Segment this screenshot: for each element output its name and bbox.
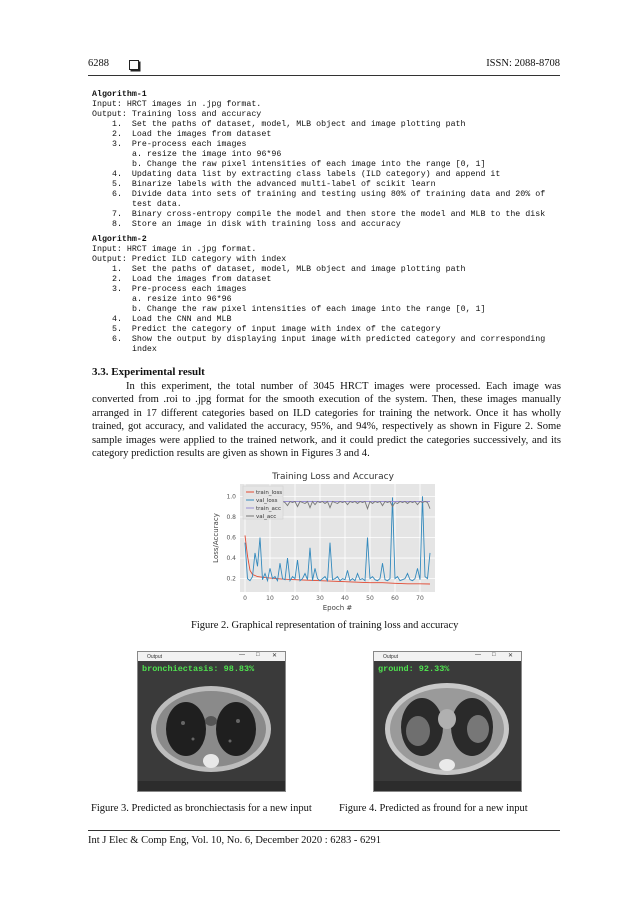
algorithm-step-continuation: index bbox=[132, 345, 157, 354]
output-window-fig3 bbox=[137, 651, 286, 792]
algorithm-2-title: Algorithm-2 bbox=[92, 235, 147, 244]
x-tick-label: 40 bbox=[341, 595, 349, 602]
window-titlebar bbox=[374, 652, 521, 661]
algorithm-substep: a. resize into 96*96 bbox=[132, 295, 232, 304]
minimize-icon[interactable]: — bbox=[475, 652, 481, 658]
algorithm-2 bbox=[92, 235, 545, 355]
algorithm-step: 2. Load the images from dataset bbox=[112, 130, 272, 139]
x-tick-label: 60 bbox=[391, 595, 399, 602]
window-titlebar bbox=[138, 652, 285, 661]
algorithm-step: 1. Set the paths of dataset, model, MLB object and image plotting path bbox=[112, 120, 466, 129]
algorithm-step: 1. Set the paths of dataset, model, MLB object and image plotting path bbox=[112, 265, 466, 274]
close-icon[interactable]: ✕ bbox=[272, 653, 278, 659]
algorithm-step: 3. Pre-process each images bbox=[112, 140, 247, 149]
footer-rule bbox=[88, 830, 560, 831]
x-tick-label: 10 bbox=[266, 595, 274, 602]
chart-xlabel: Epoch # bbox=[322, 604, 353, 612]
chart-ylabel: Loss/Accuracy bbox=[212, 513, 220, 563]
legend-label: val_loss bbox=[256, 498, 278, 504]
algorithm-step: 2. Load the images from dataset bbox=[112, 275, 272, 284]
legend-label: train_loss bbox=[256, 490, 283, 496]
algorithm-step: 6. Divide data into sets of training and testing using 80% of training data and 20% of bbox=[112, 190, 546, 199]
maximize-icon[interactable]: □ bbox=[492, 652, 496, 658]
window-title: Output bbox=[147, 653, 163, 660]
maximize-icon[interactable]: □ bbox=[256, 652, 260, 658]
section-paragraph: In this experiment, the total number of 3045 HRCT images were processed. Each image was converted from .roi to .jpg format for the smooth execution of the system. Then, these images manually arranged in 17 different categories based on ILD categories for training the network. Once it has wholly trained, got accuracy, and validated the accuracy, 95%, and 94%, respectively as shown in Figure 2. Some sample images were applied to the trained network, and it could predict the categories successively, and its category prediction results are given as shown in Figures 3 and 4. bbox=[92, 381, 561, 460]
algorithm-step: 7. Binary cross-entropy compile the model and then store the model and MLB to the disk bbox=[112, 210, 546, 219]
algorithm-step: 5. Binarize labels with the advanced multi-label of scikit learn bbox=[112, 180, 436, 189]
figure-2-caption: Figure 2. Graphical representation of training loss and accuracy bbox=[191, 620, 459, 631]
x-tick-label: 20 bbox=[291, 595, 299, 602]
figure-4-caption: Figure 4. Predicted as fround for a new input bbox=[339, 803, 528, 814]
algorithm-1-input: Input: HRCT images in .jpg format. bbox=[92, 100, 262, 109]
algorithm-step: 4. Load the CNN and MLB bbox=[112, 315, 232, 324]
section-heading: 3.3. Experimental result bbox=[92, 366, 205, 378]
legend-label: val_acc bbox=[256, 514, 277, 520]
algorithm-1 bbox=[92, 90, 545, 230]
header-rule bbox=[88, 75, 560, 76]
y-tick-label: 1.0 bbox=[226, 493, 236, 501]
algorithm-step: 6. Show the output by displaying input image with predicted category and corresponding bbox=[112, 335, 546, 344]
y-tick-label: 0.4 bbox=[226, 555, 236, 563]
training-chart bbox=[205, 468, 437, 612]
ct-scan-image bbox=[138, 661, 285, 791]
x-tick-label: 70 bbox=[416, 595, 424, 602]
algorithm-step: 3. Pre-process each images bbox=[112, 285, 247, 294]
algorithm-step: 8. Store an image in disk with training loss and accuracy bbox=[112, 220, 401, 229]
output-window-fig4 bbox=[373, 651, 522, 792]
algorithm-2-input: Input: HRCT image in .jpg format. bbox=[92, 245, 257, 254]
y-tick-label: 0.8 bbox=[226, 513, 236, 521]
algorithm-substep: a. resize the image into 96*96 bbox=[132, 150, 282, 159]
issn: ISSN: 2088-8708 bbox=[486, 58, 560, 69]
prediction-label: ground: 92.33% bbox=[378, 664, 450, 674]
figure-3-caption: Figure 3. Predicted as bronchiectasis for a new input bbox=[91, 803, 312, 814]
x-tick-label: 30 bbox=[316, 595, 324, 602]
window-title: Output bbox=[383, 653, 399, 660]
x-tick-label: 50 bbox=[366, 595, 374, 602]
algorithm-substep: b. Change the raw pixel intensities of each image into the range [0, 1] bbox=[132, 305, 486, 314]
algorithm-step: 5. Predict the category of input image with index of the category bbox=[112, 325, 441, 334]
x-tick-label: 0 bbox=[243, 595, 247, 602]
page-header bbox=[88, 58, 560, 74]
close-icon[interactable]: ✕ bbox=[508, 653, 514, 659]
algorithm-1-title: Algorithm-1 bbox=[92, 90, 147, 99]
prediction-label: bronchiectasis: 98.83% bbox=[142, 664, 255, 674]
algorithm-step-continuation: test data. bbox=[132, 200, 182, 209]
y-tick-label: 0.6 bbox=[226, 534, 236, 542]
chart-title: Training Loss and Accuracy bbox=[272, 472, 394, 482]
page-footer: Int J Elec & Comp Eng, Vol. 10, No. 6, December 2020 : 6283 - 6291 bbox=[88, 835, 381, 846]
ct-scan-image bbox=[374, 661, 521, 791]
page-number: 6288 bbox=[88, 58, 109, 69]
minimize-icon[interactable]: — bbox=[239, 652, 245, 658]
y-tick-label: 0.2 bbox=[226, 575, 236, 583]
algorithm-2-output: Output: Predict ILD category with index bbox=[92, 255, 287, 264]
square-icon bbox=[129, 60, 139, 70]
legend-label: train_acc bbox=[256, 506, 281, 512]
algorithm-1-output: Output: Training loss and accuracy bbox=[92, 110, 262, 119]
algorithm-substep: b. Change the raw pixel intensities of each image into the range [0, 1] bbox=[132, 160, 486, 169]
algorithm-step: 4. Updating data list by extracting class labels (ILD category) and append it bbox=[112, 170, 501, 179]
